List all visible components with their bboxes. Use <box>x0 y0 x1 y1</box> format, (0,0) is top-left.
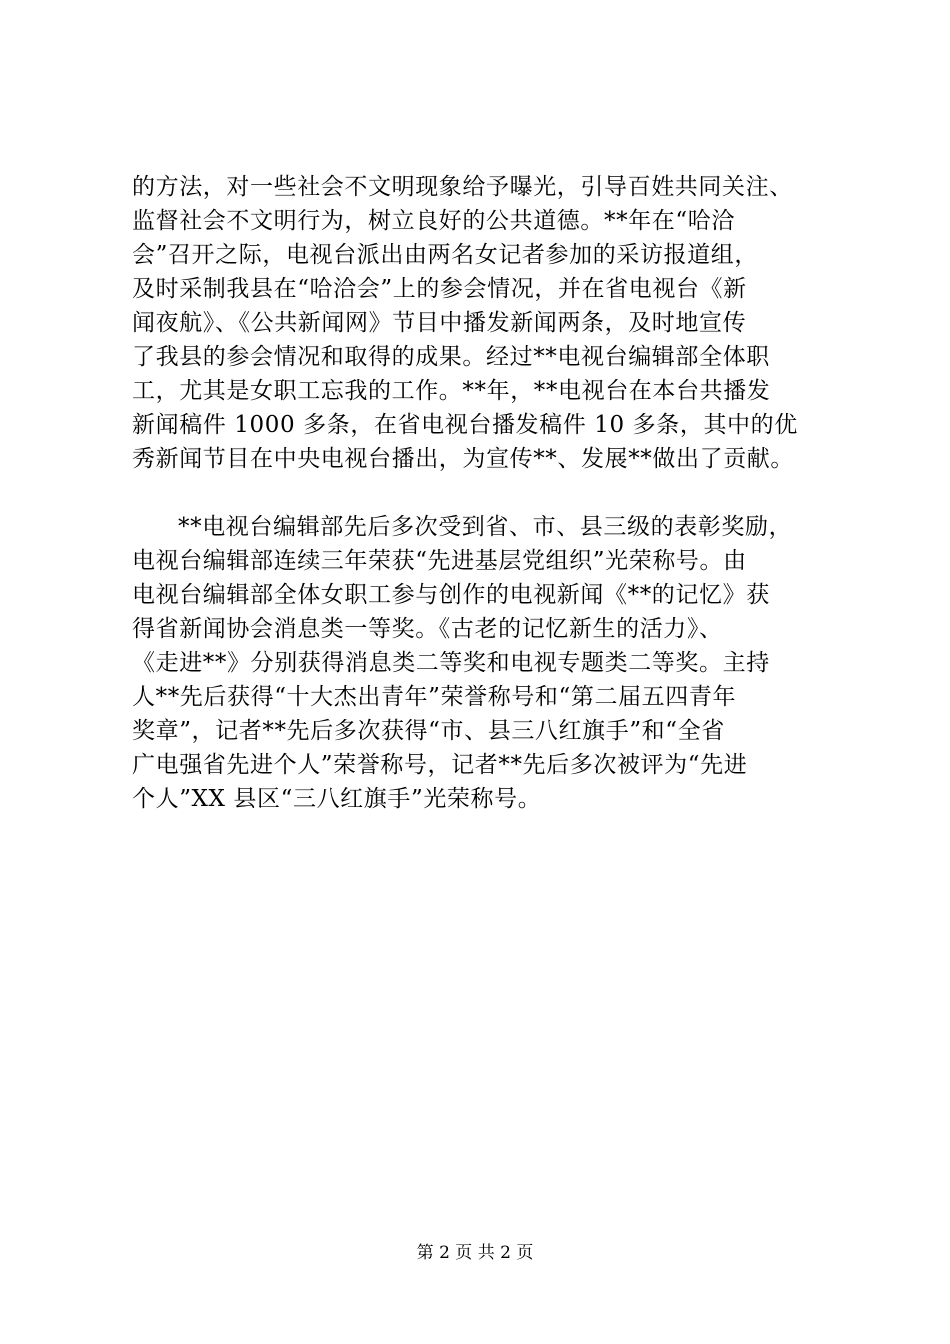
paragraph-spacer <box>132 476 832 510</box>
text-line: 会”召开之际，电视台派出由两名女记者参加的采访报道组， <box>132 242 758 268</box>
text-line: 电视台编辑部全体女职工参与创作的电视新闻《**的记忆》获 <box>132 582 770 608</box>
text-line: 《走进**》分别获得消息类二等奖和电视专题类二等奖。主持 <box>132 650 770 676</box>
text-line: 及时采制我县在“哈洽会”上的参会情况，并在省电视台《新 <box>132 276 747 302</box>
text-line: 新闻稿件 1000 多条，在省电视台播发稿件 10 多条，其中的优 <box>132 412 798 438</box>
page-number-footer: 第 2 页 共 2 页 <box>416 1243 534 1263</box>
text-line: 个人”XX 县区“三八红旗手”光荣称号。 <box>132 786 542 812</box>
text-line: 了我县的参会情况和取得的成果。经过**电视台编辑部全体职 <box>132 344 770 370</box>
text-line: 广电强省先进个人”荣誉称号，记者**先后多次被评为“先进 <box>132 752 748 778</box>
text-line: 电视台编辑部连续三年荣获“先进基层党组织”光荣称号。由 <box>132 548 747 574</box>
text-line: 人**先后获得“十大杰出青年”荣誉称号和“第二届五四青年 <box>132 684 737 710</box>
document-body <box>132 170 832 816</box>
text-line: 奖章”，记者**先后多次获得“市、县三八红旗手”和“全省 <box>132 718 725 744</box>
text-line: **电视台编辑部先后多次受到省、市、县三级的表彰奖励， <box>178 514 793 540</box>
text-line: 得省新闻协会消息类一等奖。《古老的记忆新生的活力》、 <box>132 616 723 642</box>
text-line: 监督社会不文明行为，树立良好的公共道德。**年在“哈洽 <box>132 208 735 234</box>
text-line: 秀新闻节目在中央电视台播出，为宣传**、发展**做出了贡献。 <box>132 446 794 472</box>
text-line: 闻夜航》、《公共新闻网》节目中播发新闻两条，及时地宣传 <box>132 310 747 336</box>
text-line: 的方法，对一些社会不文明现象给予曝光，引导百姓共同关注、 <box>132 174 793 200</box>
paragraph-2 <box>132 510 832 816</box>
text-line: 工，尤其是女职工忘我的工作。**年，**电视台在本台共播发 <box>132 378 771 404</box>
paragraph-1 <box>132 170 832 476</box>
